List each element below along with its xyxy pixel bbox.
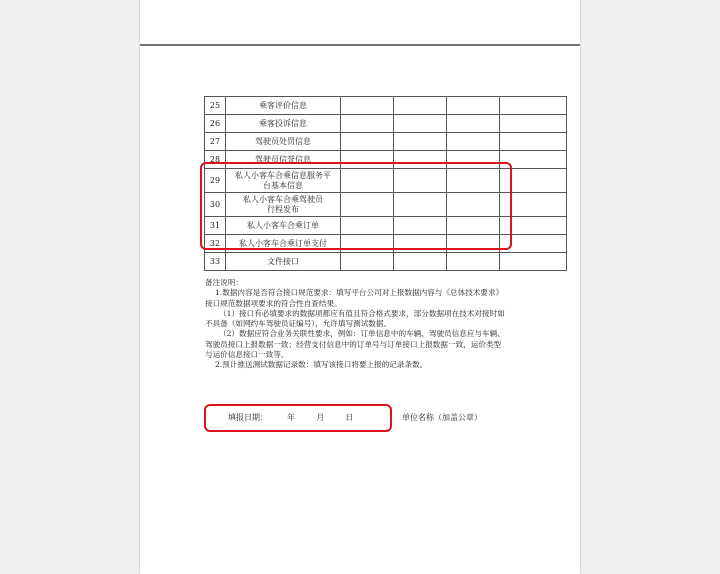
interface-name <box>226 133 341 151</box>
previous-page-bottom <box>140 0 580 44</box>
interface-name-line: 私人小客车合乘订单 <box>247 220 319 230</box>
interface-name-line: 驾驶员信誉信息 <box>255 154 311 164</box>
empty-cell <box>341 115 394 133</box>
organization-stamp-label: 单位名称（加盖公章） <box>402 413 482 422</box>
interface-name-line: 乘客评价信息 <box>259 100 307 110</box>
note-item-2: 2.预计推送测试数据记录数：填写该接口将要上报的记录条数。 <box>215 360 428 370</box>
table-row <box>205 97 567 115</box>
note-item-1-2: （2）数据应符合业务关联性要求，例如：订单信息中的车辆、驾驶员信息应与车辆、驾驶员接口上报数据一致；经营支付信息中的订单号与订单接口上报数据一致，运价类型与运价信息接口一致等。 <box>205 329 505 360</box>
empty-cell <box>500 253 567 271</box>
row-number: 31 <box>205 217 226 235</box>
row-number: 27 <box>205 133 226 151</box>
empty-cell <box>341 133 394 151</box>
empty-cell <box>500 115 567 133</box>
row-number: 29 <box>205 169 226 193</box>
year-label: 年 <box>287 413 296 422</box>
interface-name-line: 私人小客车合乘订单支付 <box>239 238 327 248</box>
table-row <box>205 133 567 151</box>
table-row <box>205 253 567 271</box>
empty-cell <box>447 253 500 271</box>
row-number: 32 <box>205 235 226 253</box>
interface-name-line: 驾驶员处罚信息 <box>255 136 311 146</box>
row-number: 25 <box>205 97 226 115</box>
note-item-1: 1.数据内容是否符合接口规范要求：填写平台公司对上报数据内容与《总体技术要求》接口规范数据项要求的符合性自查结果。 <box>205 288 504 308</box>
row-number: 30 <box>205 193 226 217</box>
interface-name-line: 私人小客车合乘信息服务平 <box>235 170 331 180</box>
empty-cell <box>447 115 500 133</box>
interface-name-line: 台基本信息 <box>263 180 303 190</box>
empty-cell <box>447 97 500 115</box>
fill-date-label: 填报日期： <box>228 413 268 422</box>
empty-cell <box>500 97 567 115</box>
empty-cell <box>394 97 447 115</box>
interface-name-line: 乘客投诉信息 <box>259 118 307 128</box>
notes-section <box>205 278 505 371</box>
empty-cell <box>341 97 394 115</box>
interface-name-line: 行程发布 <box>267 204 299 214</box>
row-number: 26 <box>205 115 226 133</box>
month-label: 月 <box>316 413 325 422</box>
table-row <box>205 115 567 133</box>
empty-cell <box>394 115 447 133</box>
interface-name-line: 文件接口 <box>267 256 299 266</box>
empty-cell <box>394 253 447 271</box>
highlight-carpool-rows <box>200 162 512 250</box>
empty-cell <box>394 133 447 151</box>
row-number: 28 <box>205 151 226 169</box>
empty-cell <box>500 133 567 151</box>
day-label: 日 <box>345 413 354 422</box>
fill-date-line <box>228 412 353 423</box>
interface-name <box>226 97 341 115</box>
interface-name-line: 私人小客车合乘驾驶员 <box>243 194 323 204</box>
interface-name <box>226 253 341 271</box>
empty-cell <box>341 253 394 271</box>
notes-heading: 备注说明： <box>205 278 243 287</box>
row-number: 33 <box>205 253 226 271</box>
interface-name <box>226 115 341 133</box>
note-item-1-1: （1）接口有必填要求的数据项都应有值且符合格式要求，部分数据项在技术对接时如不具备（如网约车驾驶员证编号），允许填写测试数据。 <box>205 308 505 329</box>
empty-cell <box>447 133 500 151</box>
document-page <box>140 46 580 574</box>
